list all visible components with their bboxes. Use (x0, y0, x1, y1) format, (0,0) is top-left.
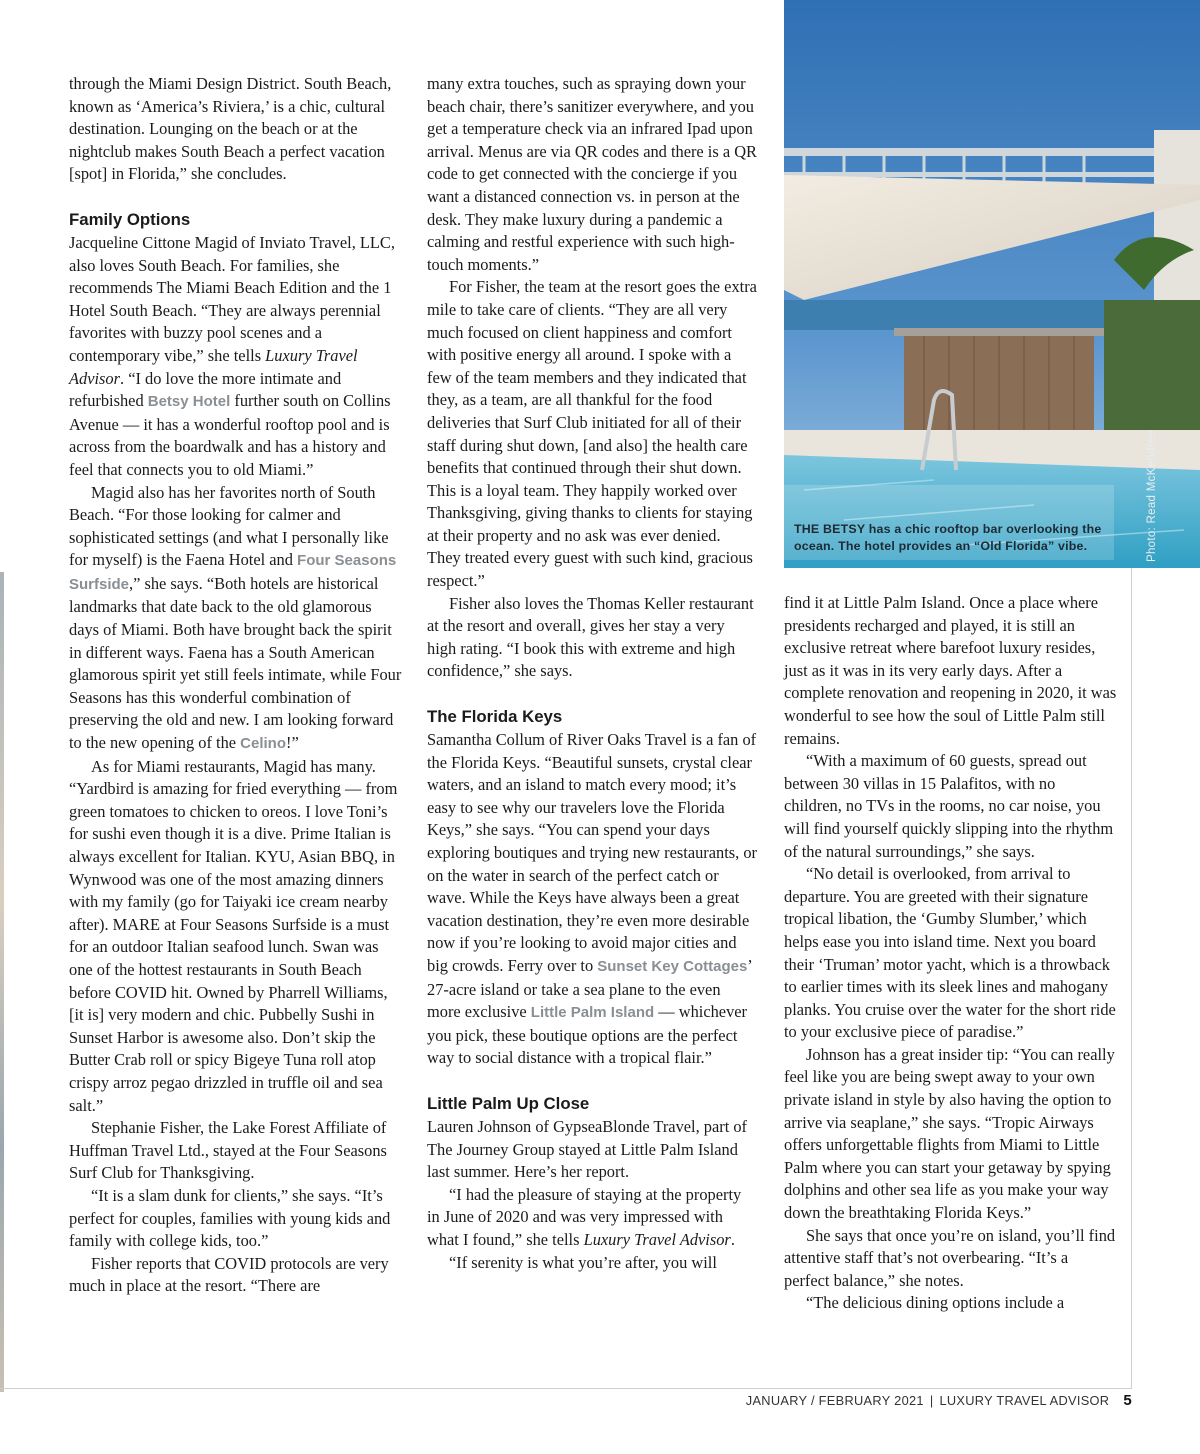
footer-separator: | (929, 1393, 934, 1408)
section-heading-florida-keys: The Florida Keys (427, 707, 563, 727)
page-border-right (1131, 568, 1132, 1388)
section-heading-family-options: Family Options (69, 209, 191, 229)
photo-caption: THE BETSY has a chic rooftop bar overlooking the ocean. The hotel provides an “Old Florida” vibe. (794, 522, 1102, 553)
paragraph: As for Miami restaurants, Magid has many. “Yardbird is amazing for fried everything — from green tomatoes to chicken to oreos. I love Toni’s for sushi even though it is a dive. Prime Italian is always excellent for Italian. KYU, Asian BBQ, in Wynwood was one of the most amazing dinners with my family (go for Taiyaki ice cream nearby after). MARE at Four Seasons Surfside is a must for an outdoor Italian seafood lunch. Swan was one of the hottest restaurants in South Beach before COVID hit. Owned by Pharrell Williams, [it is] very modern and chic. Pubbelly Sushi in Sunset Harbor is awesome also. Don’t skip the Butter Crab roll or spicy Bigeye Tuna roll atop crispy arroz pegao drizzled in truffle oil and sea salt.” (69, 756, 398, 1115)
page-border-bottom (0, 1388, 1132, 1389)
paragraph: “With a maximum of 60 guests, spread out between 30 villas in 15 Palafitos, with no children, no TVs in the rooms, no car noise, you will find yourself quickly slipping into the rhythm of the natural surroundings,” she says. (784, 751, 1114, 861)
paragraph: “It is a slam dunk for clients,” she says. “It’s perfect for couples, families with young kids and family with college kids, too.” (69, 1185, 391, 1251)
link-betsy-hotel[interactable]: Betsy Hotel (147, 393, 231, 411)
paragraph: many extra touches, such as spraying down your beach chair, there’s sanitizer everywhere, and you get a temperature check via an infrared Ipad upon arrival. Menus are via QR codes and there is a QR code to get connected with the concierge if you want a distanced connection vs. in person at the desk. They make luxury during a pandemic a calming and restful experience with such high-touch moments.” (427, 74, 757, 274)
link-four-seasons-surfside[interactable]: Four Seasons Surfside (69, 552, 397, 593)
photo-illustration (784, 0, 1200, 568)
paragraph: “The delicious dining options include a (806, 1293, 1065, 1313)
paragraph: find it at Little Palm Island. Once a place where presidents recharged and played, it is still an exclusive retreat where barefoot luxury resides, just as it was in its very early days. After a complete renovation and reopening in 2020, it was wonderful to see how the soul of Little Palm still remains. (784, 593, 1117, 748)
page-number: 5 (1123, 1392, 1132, 1409)
paragraph: “If serenity is what you’re after, you will (449, 1252, 717, 1272)
adjacent-page-edge (0, 572, 4, 1392)
paragraph: “I had the pleasure of staying at the property in June of 2020 and was very impressed with what I found,” she tells Luxury Travel Advisor. (427, 1184, 742, 1249)
paragraph: “No detail is overlooked, from arrival to departure. You are greeted with their signature tropical libation, the ‘Gumby Slumber,’ which helps ease you into island time. Next you board their ‘Truman’ motor yacht, which is a throwback to earlier times with its sleek lines and mahogany planks. You cruise over the water for the short ride to your exclusive piece of paradise.” (784, 864, 1116, 1042)
link-little-palm-island[interactable]: Little Palm Island (530, 1004, 655, 1022)
rooftop-bar-photo (784, 0, 1200, 568)
link-sunset-key-cottages[interactable]: Sunset Key Cottages (597, 957, 748, 975)
article-column-1 (69, 73, 402, 1298)
link-celino[interactable]: Celino (240, 735, 286, 753)
photo-credit: Photo: Read McKendree (1146, 429, 1158, 562)
paragraph: Johnson has a great insider tip: “You can really feel like you are being swept away to your own private island in style by also having the option to arrive via seaplane,” she says. “Tropic Airways offers unforgettable flights from Miami to Little Palm where you can start your getaway by spying dolphins and other sea life as you make your way down the breathtaking Florida Keys.” (784, 1044, 1115, 1223)
paragraph: Samantha Collum of River Oaks Travel is a fan of the Florida Keys. “Beautiful sunsets, crystal clear waters, and an island to match every mood; it’s easy to see why our travelers love the Florida Keys,” she says. “You can spend your days exploring boutiques and trying new restaurants, or on the water in search of the perfect catch or wave. While the Keys have always been a great vacation destination, they’re even more desirable now if you’re looking to avoid major cities and big crowds. Ferry over to Sunset Key Cottages’ 27-acre island or take a sea plane to the even more exclusive Little Palm Island — whichever you pick, these boutique options are the perfect way to social distance with a tropical flair.” (427, 730, 758, 1068)
article-column-3 (784, 592, 1117, 1315)
paragraph: She says that once you’re on island, you’ll find attentive staff that’s not overbearing. “It’s a perfect balance,” she notes. (784, 1225, 1116, 1290)
paragraph: Lauren Johnson of GypseaBlonde Travel, part of The Journey Group stayed at Little Palm Island last summer. Here’s her report. (427, 1116, 748, 1182)
paragraph: through the Miami Design District. South Beach, known as ‘America’s Riviera,’ is a chic, cultural destination. Lounging on the beach or at the nightclub makes South Beach a perfect vacation [spot] in Florida,” she concludes. (69, 74, 392, 184)
page-footer (746, 1392, 1132, 1409)
paragraph: Fisher reports that COVID protocols are very much in place at the resort. “There are (69, 1253, 389, 1296)
paragraph: For Fisher, the team at the resort goes the extra mile to take care of clients. “They are all very much focused on client happiness and comfort with positive energy all around. I spoke with a few of the team members and they indicated that they, as a team, are all thankful for the food deliveries that Surf Club initiated for all of their staff during shut down, [and also] the health care benefits that continued through their shut down. This is a loyal team. They happily worked over Thanksgiving, giving thanks to clients for staying at their property and no ask was ever denied. They treated every guest with such kind, gracious respect.” (427, 277, 757, 591)
issue-date: JANUARY / FEBRUARY 2021 (745, 1393, 924, 1408)
magazine-name: LUXURY TRAVEL ADVISOR (939, 1393, 1110, 1408)
paragraph: Magid also has her favorites north of South Beach. “For those looking for calmer and sophisticated settings (and what I personally like for myself) is the Faena Hotel and Four Seasons Surfside,” she says. “Both hotels are historical landmarks that date back to the old glamorous days of Miami. Both have brought back the spirit in different ways. Faena has a South American glamorous spirit yet still feels intimate, while Four Seasons has this wonderful combination of preserving the old and new. I am looking forward to the new opening of the Celino!” (69, 482, 402, 753)
article-column-2 (427, 73, 757, 1274)
paragraph: Fisher also loves the Thomas Keller restaurant at the resort and overall, gives her stay a very high rating. “I book this with extreme and high confidence,” she says. (427, 593, 754, 681)
paragraph: Jacqueline Cittone Magid of Inviato Travel, LLC, also loves South Beach. For families, she recommends The Miami Beach Edition and the 1 Hotel South Beach. “They are always perennial favorites with buzzy pool scenes and a contemporary vibe,” she tells Luxury Travel Advisor. “I do love the more intimate and refurbished Betsy Hotel further south on Collins Avenue — it has a wonderful rooftop pool and is across from the boardwalk and has a history and feel that connects you to old Miami.” (69, 232, 395, 479)
section-heading-little-palm: Little Palm Up Close (427, 1093, 590, 1113)
paragraph: Stephanie Fisher, the Lake Forest Affiliate of Huffman Travel Ltd., stayed at the Four Seasons Surf Club for Thanksgiving. (69, 1118, 387, 1183)
